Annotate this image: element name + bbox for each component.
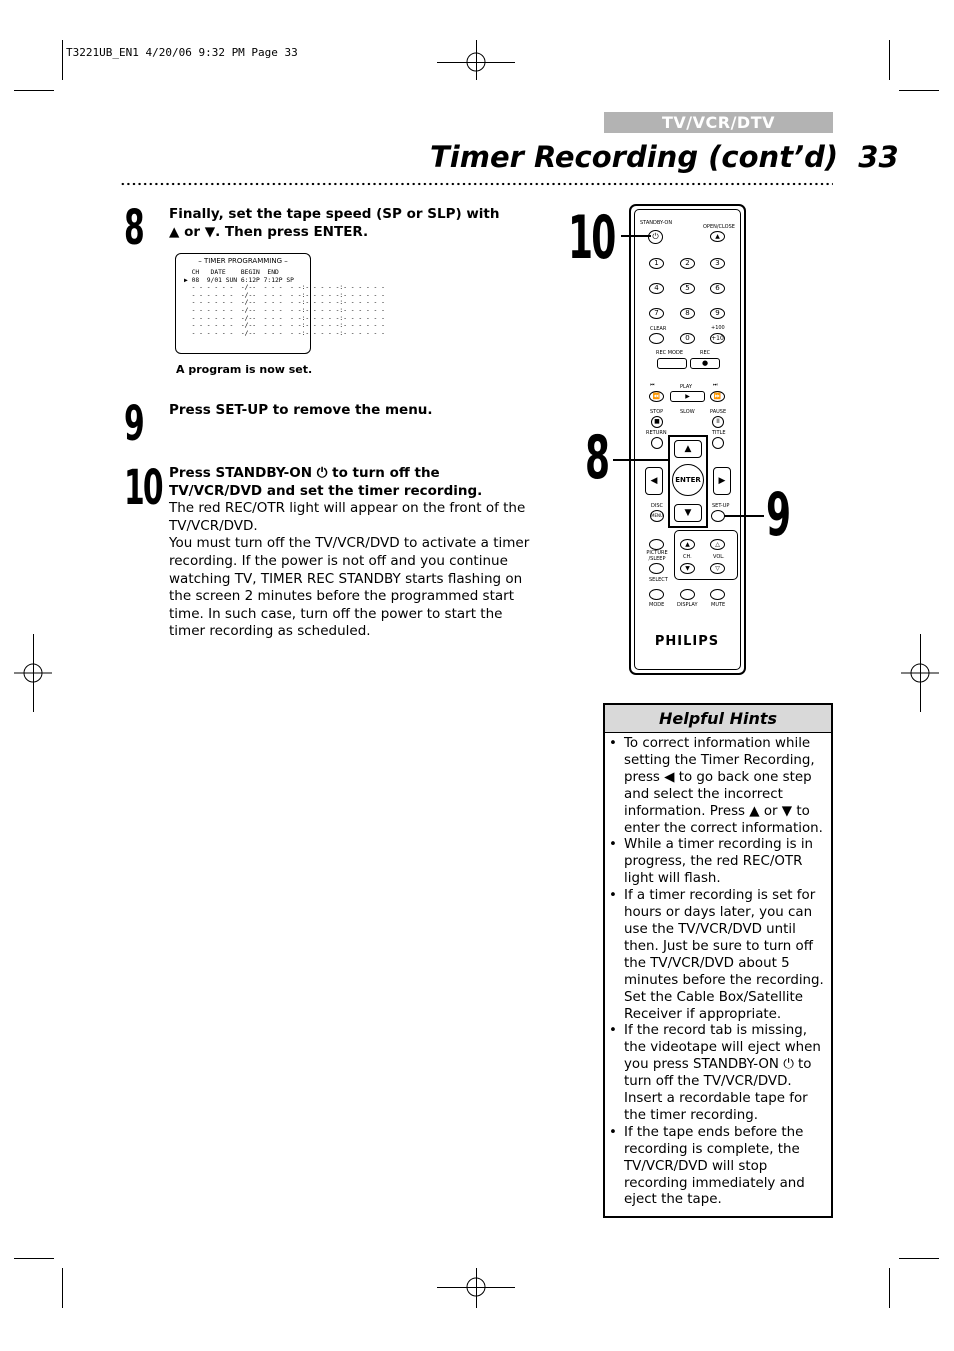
mode-button[interactable] xyxy=(649,589,664,600)
screen-title: – TIMER PROGRAMMING – xyxy=(198,257,288,265)
step-10-body-2: You must turn off the TV/VCR/DVD to activate a timer recording. If the power is not off and you continue watching TV, TIMER REC STANDBY starts flashing on the screen 2 minutes before the programmed start time. In such case, turn off the power to start the timer recording as scheduled. xyxy=(169,535,530,640)
step-10-heading: Press STANDBY-ON ⏻ to turn off the TV/VCR/DVD and set the timer recording. xyxy=(169,465,483,499)
digit-7-button[interactable]: 7 xyxy=(649,308,664,319)
screen-header: CH DATE BEGIN END xyxy=(184,269,279,276)
mute-button[interactable] xyxy=(710,589,725,600)
screen-empty-row: - - - - - - -/-- - - - - -:- - - - -:- - - - - - xyxy=(184,284,385,292)
hint-item: • To correct information while setting the Timer Recording, press ◀ to go back one step and select the incorrect information. Press ▲ or ▼ to enter the correct information. xyxy=(609,736,827,837)
plus100-label: +100 xyxy=(711,325,725,331)
rewind-button[interactable]: ⏪ xyxy=(649,391,664,402)
channel-up-button[interactable]: ▲ xyxy=(680,539,695,550)
hint-item: • While a timer recording is in progress, the red REC/OTR light will flash. xyxy=(609,837,827,888)
setup-button[interactable] xyxy=(711,510,725,522)
step-10-body-1: The red REC/OTR light will appear on the front of the TV/VCR/DVD. xyxy=(169,500,526,534)
stop-button[interactable]: ■ xyxy=(651,416,663,428)
display-label: DISPLAY xyxy=(677,602,698,608)
rec-mode-label: REC MODE xyxy=(656,350,683,356)
volume-up-button[interactable]: △ xyxy=(710,539,725,550)
digit-6-button[interactable]: 6 xyxy=(710,283,725,294)
enter-button[interactable]: ENTER xyxy=(672,464,704,496)
digit-4-button[interactable]: 4 xyxy=(649,283,664,294)
rec-mode-button[interactable] xyxy=(657,358,687,369)
step-8-caption: A program is now set. xyxy=(176,363,313,376)
display-button[interactable] xyxy=(680,589,695,600)
philips-logo: PHILIPS xyxy=(654,634,720,649)
mute-label: MUTE xyxy=(711,602,726,608)
picture-sleep-button[interactable] xyxy=(649,539,664,550)
screen-empty-row: - - - - - - -/-- - - - - -:- - - - -:- - - - - - xyxy=(184,299,385,307)
play-label: PLAY xyxy=(680,384,693,390)
up-arrow-button[interactable]: ▲ xyxy=(674,440,702,458)
mode-label: MODE xyxy=(649,602,665,608)
select-label: SELECT xyxy=(649,577,668,583)
clear-label: CLEAR xyxy=(650,326,667,332)
volume-down-button[interactable]: ▽ xyxy=(710,563,725,574)
play-button[interactable]: ▶ xyxy=(670,391,705,402)
hint-item: • If a timer recording is set for hours or days later, you can use the TV/VCR/DVD until then. Just be sure to turn off the TV/VCR/DVD about 5 minutes before the recording. Set the Cable Box/Satellite Receiver if appropriate. xyxy=(609,888,827,1023)
ch-label: CH. xyxy=(683,554,692,560)
digit-0-button[interactable]: 0 xyxy=(680,333,695,344)
screen-empty-row: - - - - - - -/-- - - - - -:- - - - -:- - - - - - xyxy=(184,314,385,322)
step-9-heading: Press SET-UP to remove the menu. xyxy=(169,402,433,418)
pause-button[interactable]: II xyxy=(712,416,724,428)
plus10-button[interactable]: +10 xyxy=(711,335,724,342)
digit-5-button[interactable]: 5 xyxy=(680,283,695,294)
setup-label: SET-UP xyxy=(712,503,730,509)
callout-8: 8 xyxy=(585,423,609,493)
standby-label: STANDBY-ON xyxy=(640,220,673,226)
down-arrow-button[interactable]: ▼ xyxy=(674,504,702,522)
step-10-number: 10 xyxy=(124,460,162,516)
screen-empty-row: - - - - - - -/-- - - - - -:- - - - -:- - - - - - xyxy=(184,291,385,299)
rec-label: REC xyxy=(700,350,711,356)
slow-label: SLOW xyxy=(680,409,695,415)
channel-down-button[interactable]: ▼ xyxy=(680,563,695,574)
digit-2-button[interactable]: 2 xyxy=(680,258,695,269)
return-button[interactable] xyxy=(651,437,663,449)
open-close-label: OPEN/CLOSE xyxy=(703,224,735,230)
title-label: TITLE xyxy=(712,430,726,436)
print-header: T3221UB_EN1 4/20/06 9:32 PM Page 33 xyxy=(66,46,298,59)
disc-menu-button[interactable]: MENU xyxy=(650,510,664,522)
standby-button[interactable]: ⏻ xyxy=(648,230,663,244)
rec-button[interactable]: ● xyxy=(690,358,720,369)
screen-empty-row: - - - - - - -/-- - - - - -:- - - - -:- - - - - - xyxy=(184,322,385,330)
callout-10: 10 xyxy=(568,203,615,273)
stop-label: STOP xyxy=(650,409,664,415)
step-8-number: 8 xyxy=(124,200,143,256)
helpful-hints-list xyxy=(609,736,827,1209)
page-title-text: Timer Recording (cont’d) xyxy=(430,140,839,174)
prev-icon: ⏮ xyxy=(650,382,655,388)
section-tab: TV/VCR/DTV xyxy=(604,112,833,133)
pause-label: PAUSE xyxy=(710,409,727,415)
clear-button[interactable] xyxy=(649,333,664,344)
hint-item: • If the tape ends before the recording is complete, the TV/VCR/DVD will stop recording immediately and eject the tape. xyxy=(609,1125,827,1210)
hint-item: • If the record tab is missing, the videotape will eject when you press STANDBY-ON ⏻ to turn off the TV/VCR/DVD. Insert a recordable tape for the timer recording. xyxy=(609,1023,827,1124)
page-number: 33 xyxy=(858,140,899,174)
digit-3-button[interactable]: 3 xyxy=(710,258,725,269)
callout-9: 9 xyxy=(766,480,790,550)
picture-sleep-label: PICTURE /SLEEP xyxy=(646,550,668,562)
return-label: RETURN xyxy=(646,430,667,436)
digit-1-button[interactable]: 1 xyxy=(649,258,664,269)
vol-label: VOL. xyxy=(713,554,725,560)
digit-8-button[interactable]: 8 xyxy=(680,308,695,319)
open-close-button[interactable]: ▲ xyxy=(710,231,725,242)
screen-empty-row: - - - - - - -/-- - - - - -:- - - - -:- - - - - - xyxy=(184,329,385,337)
step-8-heading: Finally, set the tape speed (SP or SLP) with ▲ or ▼. Then press ENTER. xyxy=(169,206,500,240)
screen-empty-row: - - - - - - -/-- - - - - -:- - - - -:- - - - - - xyxy=(184,306,385,314)
left-arrow-button[interactable]: ◀ xyxy=(645,467,663,495)
step-9-number: 9 xyxy=(124,396,143,452)
digit-9-button[interactable]: 9 xyxy=(710,308,725,319)
fast-forward-button[interactable]: ⏩ xyxy=(710,391,725,402)
helpful-hints-title: Helpful Hints xyxy=(605,705,831,733)
select-button[interactable] xyxy=(649,563,664,574)
next-icon: ⏭ xyxy=(713,382,718,388)
disc-label: DISC xyxy=(651,503,663,509)
screen-program-row: ▶ 08 9/01 SUN 6:12P 7:12P SP xyxy=(184,276,294,284)
title-button[interactable] xyxy=(712,437,724,449)
right-arrow-button[interactable]: ▶ xyxy=(713,467,731,495)
